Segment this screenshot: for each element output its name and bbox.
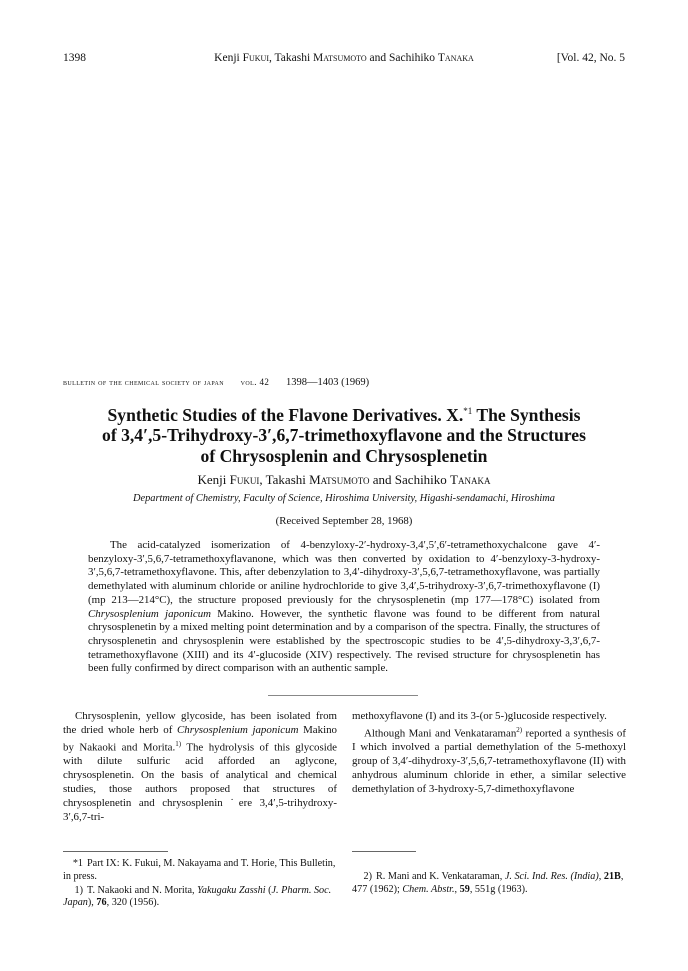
body-p3-b: reported a synthesis of I which involved a partial demethylation of the 5-methoxyl group of 3,4′-dihydroxy-3′,5,6,7-tetramethoxyflavone (II) with anhydrous aluminum chloride in ether, a similar selective demethylation of 3-hydroxy-5,7-dimethoxyflavone bbox=[352, 727, 626, 796]
affiliation: Department of Chemistry, Faculty of Science, Hiroshima University, Higashi-sendamachi, Hiroshima bbox=[132, 493, 556, 504]
body-paragraph-3 bbox=[352, 724, 626, 797]
running-header-authors bbox=[63, 52, 625, 64]
body-paragraph-1 bbox=[63, 710, 337, 825]
title-line-1a: Synthetic Studies of the Flavone Derivatives. X. bbox=[107, 404, 464, 425]
author2-first: , Takashi bbox=[269, 52, 314, 64]
paper-title bbox=[63, 401, 625, 466]
footnotes-right bbox=[352, 871, 626, 898]
title-line-2: of 3,4′,5-Trihydroxy-3′,6,7-trimethoxyflavone and the Structures bbox=[102, 425, 586, 446]
body-p1-b: Makino by Nakaoki and Morita. bbox=[63, 723, 337, 754]
footnote-2-a: R. Mani and K. Venkataraman, bbox=[376, 871, 505, 882]
footnote-star-1 bbox=[63, 858, 337, 884]
author1-first: Kenji bbox=[214, 52, 243, 64]
body-p1-a: Chrysosplenin, yellow glycoside, has been isolated from the dried whole herb of bbox=[63, 710, 337, 736]
footnote-2-journal-2: Chem. Abstr. bbox=[402, 883, 455, 895]
footnote-2-journal: J. Sci. Ind. Res. (India) bbox=[504, 871, 599, 882]
author-3-last: Tanaka bbox=[450, 472, 491, 487]
body-ref-1: 1) bbox=[175, 739, 182, 748]
footnote-1-b: ( bbox=[265, 884, 272, 896]
body-right-column bbox=[352, 710, 626, 797]
footnote-2-c: , 477 (1962); bbox=[352, 871, 624, 895]
author-2-first: , Takashi bbox=[259, 472, 310, 487]
footnote-1-d: , 320 (1956). bbox=[106, 897, 160, 909]
author-1-first: Kenji bbox=[197, 472, 230, 487]
body-left-column bbox=[63, 710, 337, 825]
footnote-1 bbox=[63, 885, 337, 911]
footnote-2-b: , bbox=[598, 871, 604, 882]
footnote-1-volume: 76 bbox=[96, 897, 107, 909]
footnote-1-c: ), bbox=[87, 897, 97, 909]
author3-surname: Tanaka bbox=[437, 52, 474, 64]
abstract-italic-species: Chrysosplenium japonicum bbox=[88, 607, 212, 620]
author1-surname: Fukui bbox=[242, 52, 269, 64]
footnote-1-a: T. Nakaoki and N. Morita, bbox=[87, 884, 198, 896]
footnote-1-journal-2: J. Pharm. Soc. Japan bbox=[63, 884, 332, 909]
received-date: (Received September 28, 1968) bbox=[275, 515, 413, 527]
abstract-part-1: The acid-catalyzed isomerization of 4-benzyloxy-2′-hydroxy-3,4′,5′,6′-tetramethoxychalcone gave 4′-benzyloxy-3′,5,6,7-tetramethoxyflavanone, which was then converted by oxidation to 4′-benzyloxy-3-hydroxy-3′,5,6,7-tetramethoxyflavone. This, after debenzylation to 3,4′-dihydroxy-3′,5,6,7-tetramethoxyflavone, was partially demethylated with aluminum chloride or aniline hydrochloride to give 3,4′,5-trihydroxy-3′,6,7-trimethoxyflavone (I) (mp 213—214°C), the structure proposed previously for the chrysosplenetin (mp 177—178°C) isolated from bbox=[88, 539, 600, 606]
footnote-star-1-text: Part IX: K. Fukui, M. Nakayama and T. Horie, This Bulletin, in press. bbox=[63, 858, 336, 882]
journal-volume: vol. 42 bbox=[240, 377, 270, 387]
page-number: 1398 bbox=[63, 52, 86, 64]
author-1-last: Fukui bbox=[229, 472, 260, 487]
title-footnote-mark: *1 bbox=[463, 406, 473, 416]
abstract-part-2: Makino. However, the synthetic flavone was found to be different from natural chrysosplenetin by a mixed melting point determination and by a comparison of the spectra. Finally, the structures of chrysosplenetin and chrysosplenin were established by the spectroscopic studies to be 4′,5-dihydroxy-3,3′,6,7-tetramethoxyflavone (XIII) and its 4′-glucoside (XIV) respectively. The revised structure for chrysosplenetin has been fully confirmed by direct comparison with an authentic sample. bbox=[88, 607, 600, 675]
body-p1-italic: Chrysosplenium japonicum bbox=[177, 723, 299, 736]
author-list bbox=[63, 472, 625, 488]
running-header bbox=[63, 52, 625, 68]
footnotes-left bbox=[63, 858, 337, 911]
volume-info: [Vol. 42, No. 5 bbox=[556, 52, 625, 64]
footnote-2-volume: 21B bbox=[603, 871, 621, 882]
author3-first: and Sachihiko bbox=[366, 52, 438, 64]
body-p3-a: Although Mani and Venkataraman bbox=[364, 727, 517, 740]
footnote-2 bbox=[352, 871, 626, 897]
title-line-1b: The Synthesis bbox=[472, 404, 581, 425]
author-3-first: and Sachihiko bbox=[369, 472, 451, 487]
title-line-1 bbox=[63, 401, 625, 425]
journal-line bbox=[63, 377, 625, 388]
footnote-2-mark: 2) bbox=[363, 871, 372, 882]
body-ref-2: 2) bbox=[516, 725, 523, 734]
footnote-1-mark: 1) bbox=[74, 884, 83, 896]
footnote-divider-left bbox=[63, 851, 168, 852]
footnote-2-volume-2: 59 bbox=[459, 883, 470, 895]
footnote-1-journal: Yakugaku Zasshi bbox=[197, 884, 266, 896]
abstract-divider bbox=[268, 695, 418, 696]
author2-surname: Matsumoto bbox=[313, 52, 367, 64]
footnote-star-1-mark: *1 bbox=[72, 858, 83, 869]
abstract bbox=[88, 539, 600, 676]
title-line-3: of Chrysosplenin and Chrysosplenetin bbox=[200, 445, 488, 466]
footnote-divider-right bbox=[352, 851, 416, 852]
journal-name: bulletin of the chemical society of japan bbox=[63, 377, 225, 387]
body-p1-c: The hydrolysis of this glycoside with dilute sulfuric acid afforded an aglycone, chrysosplenetin. On the basis of analytical and chemical studies, those authors proposed that structures of chrysosplenetin and chrysosplenin ˙ere 3,4′,5-trihydroxy-3′,6,7-tri- bbox=[63, 741, 337, 823]
footnote-2-d: , bbox=[454, 883, 460, 895]
footnote-2-e: , 551g (1963). bbox=[469, 883, 528, 895]
author-2-last: Matsumoto bbox=[309, 472, 370, 487]
body-paragraph-2: methoxyflavone (I) and its 3-(or 5-)glucoside respectively. bbox=[352, 710, 607, 722]
journal-pages: 1398—1403 (1969) bbox=[285, 377, 370, 388]
